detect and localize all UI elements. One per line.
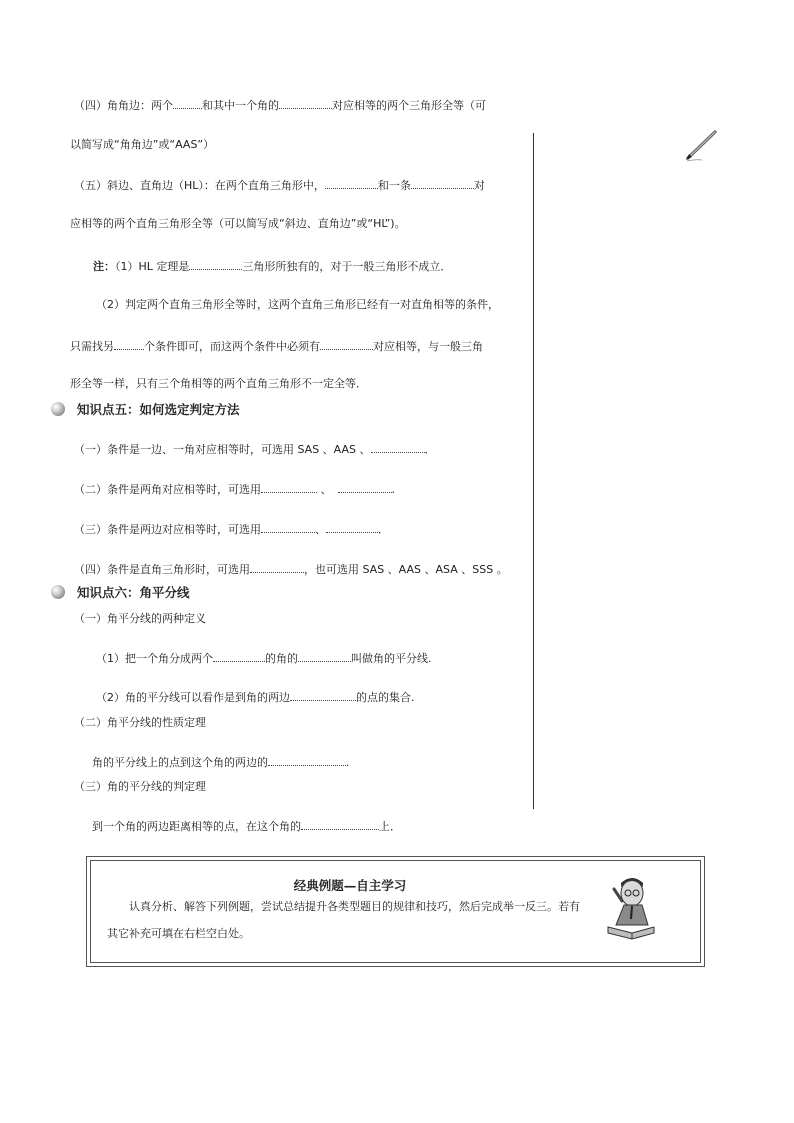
aas-definition-line-1: （四）角角边：两个 和其中一个角的 对应相等的两个三角形全等（可 bbox=[74, 99, 486, 112]
blank[interactable] bbox=[290, 689, 356, 701]
blank[interactable] bbox=[279, 97, 332, 109]
blank[interactable] bbox=[371, 441, 425, 453]
hl-definition-line-2: 应相等的两个直角三角形全等（可以简写成“斜边、直角边”或“HL”)。 bbox=[70, 217, 406, 230]
margin-divider bbox=[533, 133, 534, 809]
blank[interactable] bbox=[326, 521, 378, 533]
sphere-bullet-icon bbox=[51, 585, 65, 599]
blank[interactable] bbox=[261, 481, 317, 493]
kp5-item-4: （四）条件是直角三角形时，可选用 ，也可选用 SAS 、AAS 、ASA 、SSS 。 bbox=[74, 563, 508, 576]
note-2-line-1: （2）判定两个直角三角形全等时，这两个直角三角形已经有一对直角相等的条件， bbox=[96, 298, 499, 311]
kp5-item-2: （二）条件是两角对应相等时，可选用 、 . bbox=[74, 483, 395, 496]
kp6-subheading-1: （一）角平分线的两种定义 bbox=[74, 612, 206, 625]
blank[interactable] bbox=[268, 754, 346, 766]
note-2-line-3: 形全等一样，只有三个角相等的两个直角三角形不一定全等． bbox=[70, 377, 367, 390]
kp6-subheading-2: （二）角平分线的性质定理 bbox=[74, 716, 206, 729]
kp6-criterion: 到一个角的两边距离相等的点，在这个角的 上． bbox=[92, 820, 401, 833]
blank[interactable] bbox=[173, 97, 202, 109]
blank[interactable] bbox=[338, 481, 392, 493]
examples-box-title: 经典例题—自主学习 bbox=[293, 878, 407, 893]
blank[interactable] bbox=[189, 258, 242, 270]
blank[interactable] bbox=[114, 338, 144, 350]
kp5-item-3: （三）条件是两边对应相等时，可选用 、 ． bbox=[74, 523, 389, 536]
kp6-title: 知识点六：角平分线 bbox=[77, 585, 190, 600]
aas-definition-line-2: 以简写成“角角边”或“AAS”） bbox=[70, 138, 215, 151]
kp5-item-1: （一）条件是一边、一角对应相等时，可选用 SAS 、AAS 、 ． bbox=[74, 443, 436, 456]
kp6-property: 角的平分线上的点到这个角的两边的 . bbox=[92, 756, 350, 769]
hl-definition-line-1: （五）斜边、直角边（HL）：在两个直角三角形中， 和一条 对 bbox=[74, 179, 485, 192]
note-2-line-2: 只需找另 个条件即可，而这两个条件中必须有 对应相等，与一般三角 bbox=[70, 340, 483, 353]
blank[interactable] bbox=[213, 650, 265, 662]
kp6-definition-2: （2）角的平分线可以看作是到角的两边 的点的集合. bbox=[96, 691, 415, 704]
blank[interactable] bbox=[250, 561, 304, 573]
note-1: 注：（1）HL 定理是 三角形所独有的，对于一般三角形不成立． bbox=[93, 260, 452, 273]
blank[interactable] bbox=[298, 650, 351, 662]
kp6-subheading-3: （三）角的平分线的判定理 bbox=[74, 780, 206, 793]
reading-person-icon bbox=[604, 875, 658, 941]
blank[interactable] bbox=[411, 177, 474, 189]
blank[interactable] bbox=[325, 177, 378, 189]
blank[interactable] bbox=[301, 818, 379, 830]
sphere-bullet-icon bbox=[51, 402, 65, 416]
blank[interactable] bbox=[320, 338, 373, 350]
kp5-title: 知识点五：如何选定判定方法 bbox=[77, 402, 240, 417]
pen-icon bbox=[684, 128, 720, 162]
kp6-definition-1: （1）把一个角分成两个 的角的 叫做角的平分线. bbox=[96, 652, 432, 665]
examples-box-text: 认真分析、解答下列例题，尝试总结提升各类型题目的规律和技巧，然后完成举一反三。若有其它补充可填在右栏空白处。 bbox=[107, 900, 580, 940]
blank[interactable] bbox=[261, 521, 315, 533]
